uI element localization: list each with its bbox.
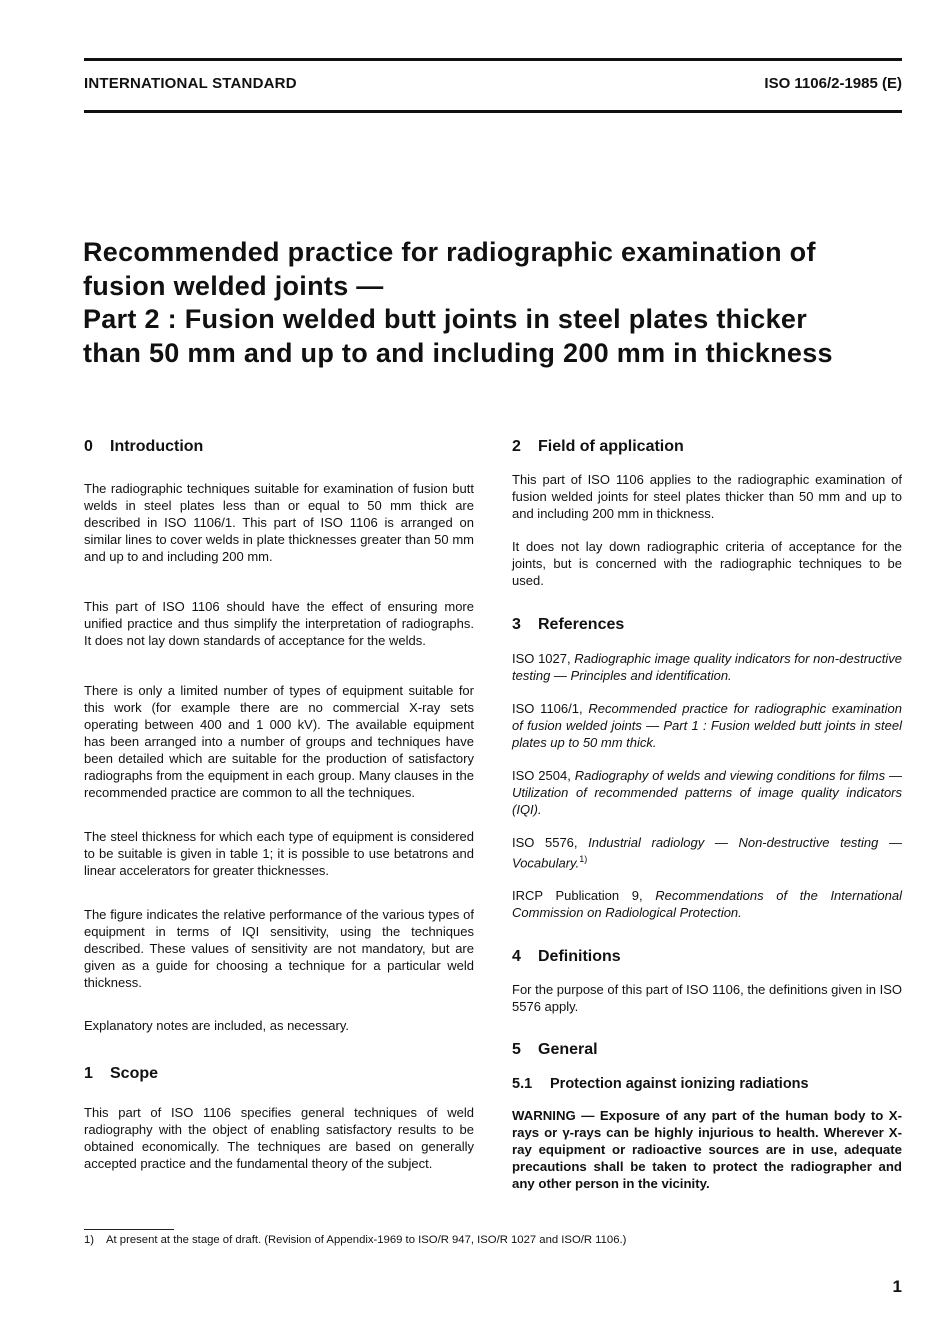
document-title <box>83 236 903 370</box>
section-introduction-heading: 0 Introduction <box>84 438 204 455</box>
footnote-rule <box>84 1229 174 1230</box>
header-standard-type: INTERNATIONAL STANDARD <box>84 75 297 92</box>
field-paragraph-2: It does not lay down radiographic criteria of acceptance for the joints, but is concerned with the radiographic techniques to be used. <box>512 539 902 588</box>
field-paragraph-1: This part of ISO 1106 applies to the radiographic examination of fusion welded joints for steel plates thicker than 50 mm and up to and including 200 mm in thickness. <box>512 472 902 521</box>
header-standard-number: ISO 1106/2-1985 (E) <box>764 75 902 92</box>
definitions-paragraph-1: For the purpose of this part of ISO 1106, the definitions given in ISO 5576 apply. <box>512 982 902 1015</box>
section-general-heading: 5 General <box>512 1041 598 1059</box>
section-references-heading: 3 References <box>512 616 625 633</box>
reference-item: ISO 2504, Radiography of welds and viewing conditions for films — Utilization of recommended patterns of image quality indicators (IQI). <box>512 768 902 817</box>
title-line-4: than 50 mm and up to and including 200 mm in thickness <box>83 337 833 368</box>
radiation-warning: WARNING — Exposure of any part of the human body to X-rays or γ-rays can be highly injurious to health. Wherever X-ray equipment or radioactive sources are in use, adequate precautions shall be taken to protect the radiographer and any other person in the vicinity. <box>512 1108 902 1192</box>
subsection-protection-heading: 5.1 Protection against ionizing radiations <box>512 1076 809 1093</box>
title-line-3: Part 2 : Fusion welded butt joints in steel plates thicker <box>83 304 808 334</box>
reference-item: ISO 5576, Industrial radiology — Non-destructive testing — Vocabulary.$^{1)}$ <box>512 835 902 871</box>
section-definitions-heading: 4 Definitions <box>512 948 621 966</box>
scope-paragraph-1: This part of ISO 1106 specifies general techniques of weld radiography with the object of enabling satisfactory results to be obtained economically. The techniques are based on generally accepted practice and the fundamental theory of the subject. <box>84 1105 474 1171</box>
left-column <box>84 436 474 1172</box>
header-top-rule <box>84 58 902 61</box>
footnote-marker: 1) <box>579 854 588 864</box>
title-line-1: Recommended practice for radiographic examination of <box>83 237 816 267</box>
intro-paragraph-3: There is only a limited number of types of equipment suitable for this work (for example there are no commercial X-ray sets operating between 400 and 1 000 kV). The available equipment has been arranged into a number of groups and techniques have been detailed which are suitable for the production of satisfactory radiographs from the equipment in each group. Many clauses in the recommended practice are common to all the techniques. <box>84 683 474 800</box>
intro-paragraph-1: The radiographic techniques suitable for examination of fusion butt welds in steel plates less than or equal to 50 mm thick are described in ISO 1106/1. This part of ISO 1106 is arranged on similar lines to cover welds in plate thicknesses greater than 50 mm and up to and including 200 mm. <box>84 481 474 564</box>
header-bottom-rule <box>84 110 902 113</box>
intro-paragraph-5: The figure indicates the relative performance of the various types of equipment in terms of IQI sensitivity, using the techniques described. These values of sensitivity are not mandatory, but are given as a guide for choosing a technique for a particular weld thickness. <box>84 907 474 990</box>
section-scope-heading: 1 Scope <box>84 1065 159 1082</box>
reference-item: IRCP Publication 9, Recommendations of the International Commission on Radiological Protection. <box>512 888 902 921</box>
footnote: 1) At present at the stage of draft. (Revision of Appendix-1969 to ISO/R 947, ISO/R 1027 and ISO/R 1106.) <box>84 1234 627 1246</box>
page-number: 1 <box>892 1277 902 1296</box>
reference-item: ISO 1106/1, Recommended practice for radiographic examination of fusion welded joints — Part 1 : Fusion welded butt joints in steel plates up to 50 mm thick. <box>512 701 902 750</box>
intro-paragraph-6: Explanatory notes are included, as necessary. <box>84 1018 349 1033</box>
intro-paragraph-2: This part of ISO 1106 should have the effect of ensuring more unified practice and thus simplify the interpretation of radiographs. It does not lay down standards of acceptance for the welds. <box>84 599 474 648</box>
intro-paragraph-4: The steel thickness for which each type of equipment is considered to be suitable is given in table 1; it is possible to use betatrons and linear accelerators for greater thicknesses. <box>84 829 474 878</box>
title-line-2: fusion welded joints — <box>83 270 384 301</box>
section-field-heading: 2 Field of application <box>512 438 684 455</box>
right-column <box>512 436 902 1192</box>
reference-item: ISO 1027, Radiographic image quality indicators for non-destructive testing — Principles and identification. <box>512 651 902 683</box>
